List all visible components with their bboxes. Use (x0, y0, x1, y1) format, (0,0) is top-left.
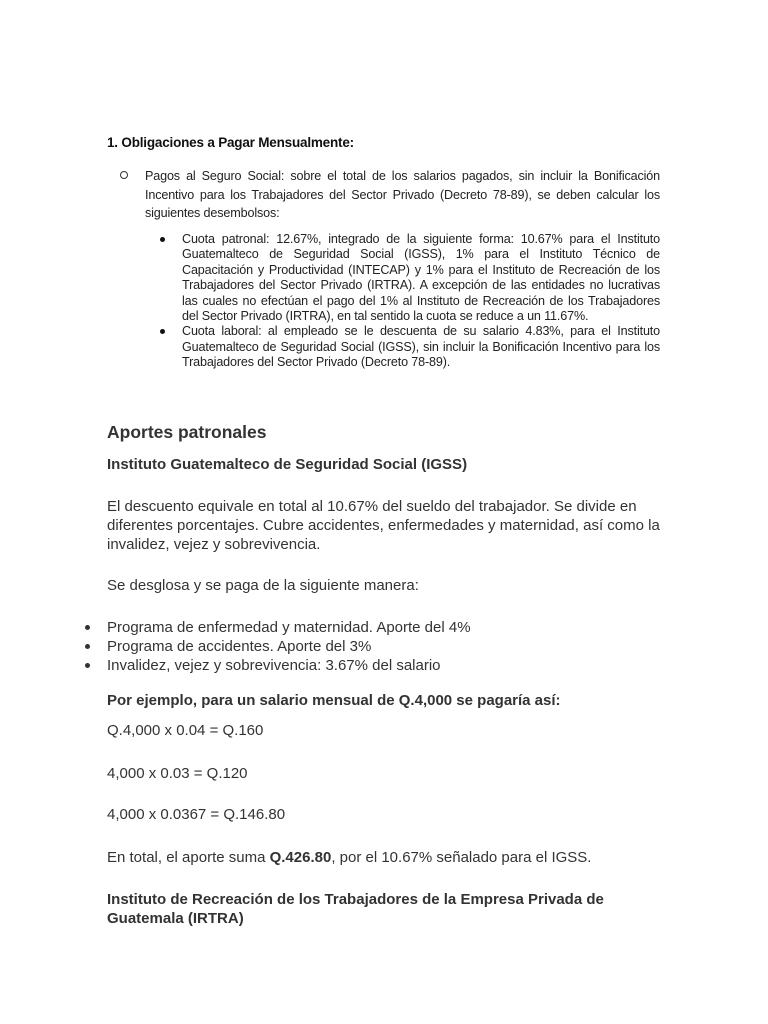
bullet-icon (160, 329, 165, 334)
bullet-icon (85, 625, 90, 630)
breakdown-item (107, 637, 471, 656)
circle-bullet-icon (120, 171, 128, 179)
breakdown-text: Programa de accidentes. Aporte del 3% (107, 638, 372, 655)
list-item: Pagos al Seguro Social: sobre el total de los salarios pagados, sin incluir la Bonificación Incentivo para los Trabajadores del Sector Privado (Decreto 78-89), se deben calcular los siguientes desembolsos: (145, 169, 660, 220)
breakdown-intro: Se desglosa y se paga de la siguiente manera: (107, 577, 419, 594)
calculation-line: 4,000 x 0.03 = Q.120 (107, 765, 248, 782)
aportes-heading: Aportes patronales (107, 422, 267, 442)
total-line (107, 849, 591, 866)
total-suffix: , por el 10.67% señalado para el IGSS. (331, 849, 592, 866)
sub-list-item (160, 324, 660, 370)
igss-description: El descuento equivale en total al 10.67% del sueldo del trabajador. Se divide en diferentes porcentajes. Cubre accidentes, enfermedades y maternidad, así como la invalidez, vejez y sobrevivencia. (107, 498, 660, 553)
breakdown-text: Programa de enfermedad y maternidad. Aporte del 4% (107, 619, 471, 636)
sub-list-item (160, 232, 660, 324)
breakdown-item (107, 656, 471, 675)
bullet-icon (85, 663, 90, 668)
breakdown-item (107, 618, 471, 637)
calculation-line: 4,000 x 0.0367 = Q.146.80 (107, 806, 286, 823)
bullet-icon (85, 644, 90, 649)
irtra-heading: Instituto de Recreación de los Trabajadores de la Empresa Privada de Guatemala (IRTRA) (107, 891, 604, 927)
sub-list (160, 232, 660, 371)
bullet-icon (160, 237, 165, 242)
sub-item-text: Cuota patronal: 12.67%, integrado de la siguiente forma: 10.67% para el Instituto Guatemalteco de Seguridad Social (IGSS), 1% para el Instituto Técnico de Capacitación y Productividad (INTECAP) y 1% para el Instituto de Recreación de los Trabajadores del Sector Privado (IRTRA). A excepción de las entidades no lucrativas las cuales no efectúan el pago del 1% al Instituto de Recreación de los Trabajadores del Sector Privado (IRTRA), en tal sentido la cuota se reduce a un 11.67%. (182, 232, 660, 324)
breakdown-list (107, 618, 471, 675)
example-heading: Por ejemplo, para un salario mensual de Q.4,000 se pagaría así: (107, 692, 561, 709)
sub-item-text: Cuota laboral: al empleado se le descuenta de su salario 4.83%, para el Instituto Guatemalteco de Seguridad Social (IGSS), sin incluir la Bonificación Incentivo para los Trabajadores del Sector Privado (Decreto 78-89). (182, 324, 660, 370)
total-prefix: En total, el aporte suma (107, 849, 270, 866)
calculation-line: Q.4,000 x 0.04 = Q.160 (107, 722, 264, 739)
igss-heading: Instituto Guatemalteco de Seguridad Social (IGSS) (107, 456, 468, 473)
total-amount: Q.426.80 (269, 849, 332, 866)
section-title: 1. Obligaciones a Pagar Mensualmente: (107, 135, 354, 150)
breakdown-text: Invalidez, vejez y sobrevivencia: 3.67% del salario (107, 657, 441, 674)
